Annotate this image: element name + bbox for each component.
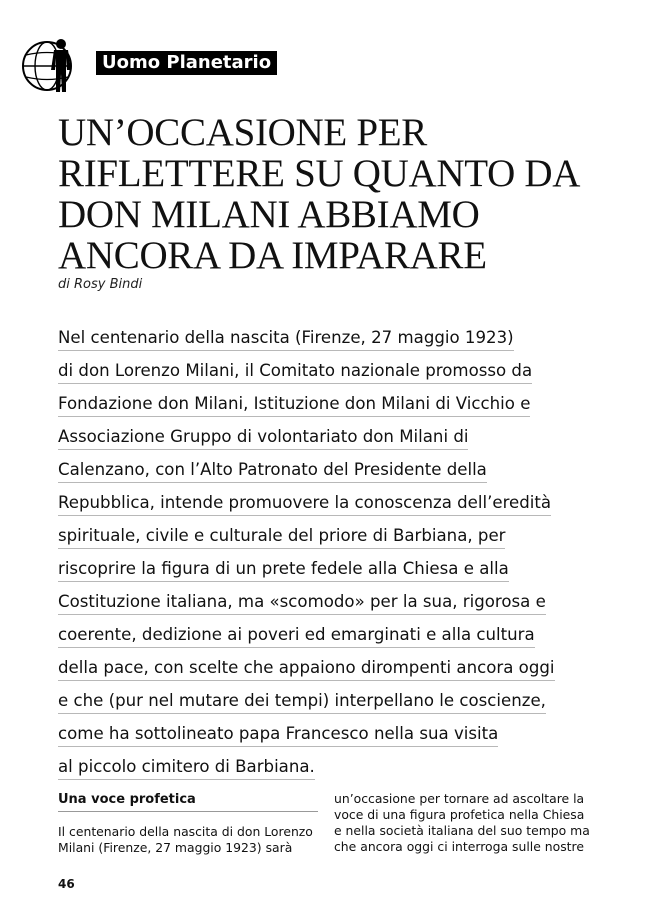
lead-line: come ha sottolineato papa Francesco nella sua visita — [58, 722, 498, 747]
lead-line: riscoprire la figura di un prete fedele alla Chiesa e alla — [58, 557, 509, 582]
lead-line: e che (pur nel mutare dei tempi) interpellano le coscienze, — [58, 689, 546, 714]
title-line: DON MILANI ABBIAMO — [58, 193, 480, 236]
body-line: voce di una figura profetica nella Chiesa — [334, 807, 585, 822]
lead-line: Nel centenario della nascita (Firenze, 27 maggio 1923) — [58, 326, 514, 351]
article-author: di Rosy Bindi — [58, 277, 143, 292]
lead-line: di don Lorenzo Milani, il Comitato nazionale promosso da — [58, 359, 532, 384]
body-line: che ancora oggi ci interroga sulle nostre — [334, 839, 584, 854]
title-line: ANCORA DA IMPARARE — [58, 234, 487, 277]
body-line: e nella società italiana del suo tempo ma — [334, 823, 590, 838]
lead-line: coerente, dedizione ai poveri ed emarginati e alla cultura — [58, 623, 535, 648]
lead-line: Calenzano, con l’Alto Patronato del Presidente della — [58, 458, 487, 483]
page-number: 46 — [58, 877, 75, 891]
body-line: Milani (Firenze, 27 maggio 1923) sarà — [58, 840, 293, 855]
body-column-right — [334, 791, 594, 855]
lead-line: Fondazione don Milani, Istituzione don Milani di Vicchio e — [58, 392, 530, 417]
lead-line: spirituale, civile e culturale del priore di Barbiana, per — [58, 524, 505, 549]
subheading: Una voce profetica — [58, 791, 318, 812]
lead-paragraph — [58, 326, 578, 788]
lead-line: al piccolo cimitero di Barbiana. — [58, 755, 315, 780]
lead-line: della pace, con scelte che appaiono dirompenti ancora oggi — [58, 656, 555, 681]
title-line: UN’OCCASIONE PER — [58, 111, 427, 154]
title-line: RIFLETTERE SU QUANTO DA — [58, 152, 581, 195]
globe-with-man-icon — [20, 36, 80, 96]
lead-line: Repubblica, intende promuovere la conoscenza dell’eredità — [58, 491, 551, 516]
body-column-left — [58, 791, 318, 856]
body-line: Il centenario della nascita di don Lorenzo — [58, 824, 313, 839]
lead-line: Costituzione italiana, ma «scomodo» per la sua, rigorosa e — [58, 590, 546, 615]
section-header — [20, 36, 320, 96]
body-line: un’occasione per tornare ad ascoltare la — [334, 791, 585, 806]
section-label: Uomo Planetario — [96, 51, 277, 75]
article-title — [58, 112, 618, 276]
lead-line: Associazione Gruppo di volontariato don Milani di — [58, 425, 468, 450]
